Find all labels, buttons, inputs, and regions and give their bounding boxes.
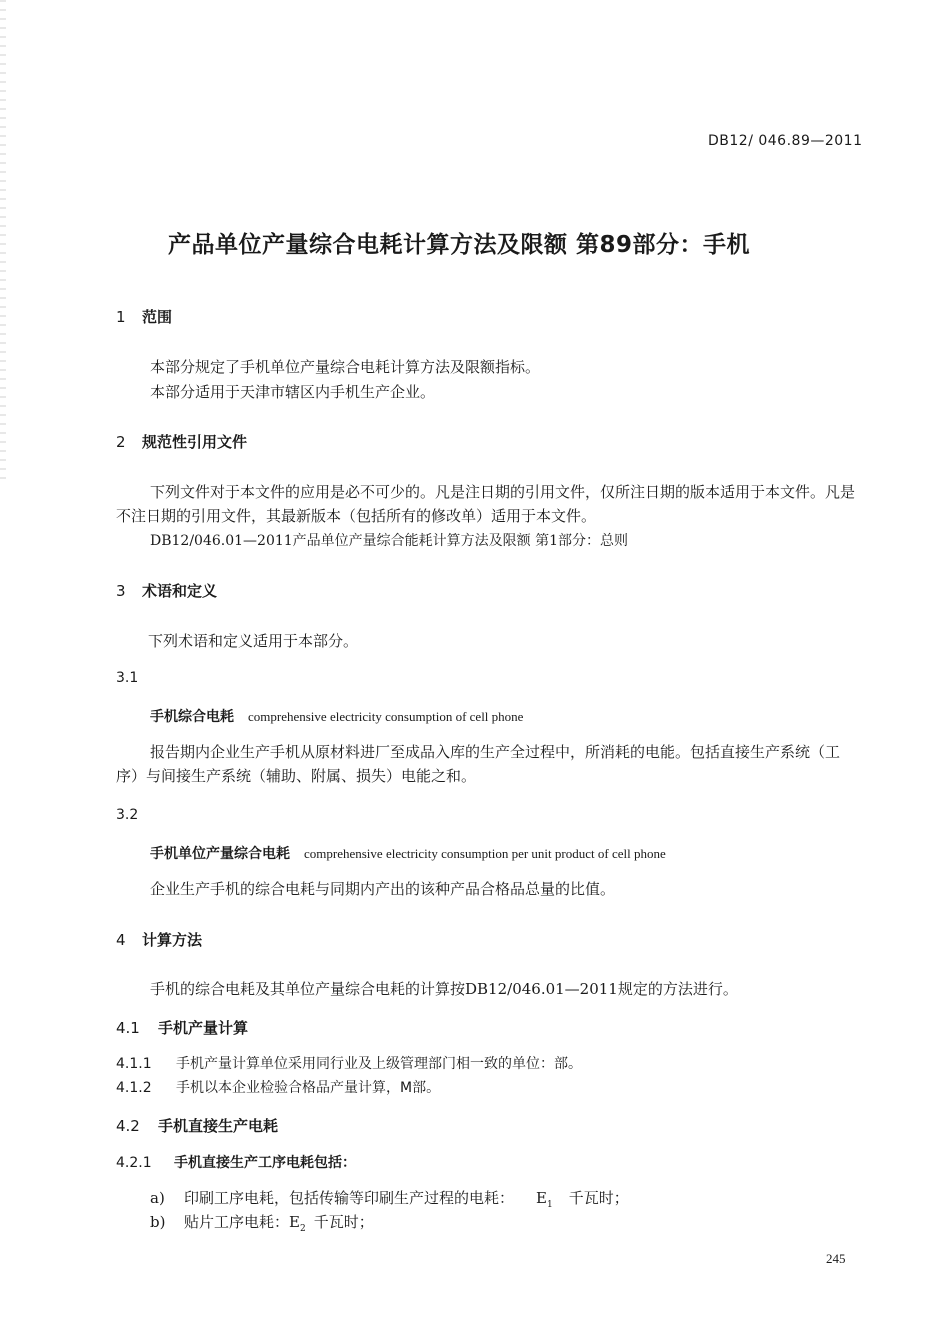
- clause-text: 手机直接生产工序电耗包括：: [174, 1155, 356, 1171]
- paragraph: 下列术语和定义适用于本部分。: [148, 632, 359, 650]
- clause-text: 手机以本企业检验合格品产量计算，M部。: [176, 1080, 441, 1096]
- section-number: 4: [116, 931, 126, 949]
- clause-4-1-1: [116, 1053, 582, 1073]
- scan-edge-artifact: [0, 0, 6, 480]
- term-english: comprehensive electricity consumption per unit product of cell phone: [304, 846, 666, 861]
- section-2-heading: [116, 431, 247, 452]
- section-1-heading: [116, 306, 172, 327]
- term-number: 3.2: [116, 807, 139, 823]
- term-number: 3.1: [116, 670, 139, 686]
- section-title: 手机直接生产电耗: [158, 1117, 279, 1135]
- section-4-2-heading: [116, 1115, 278, 1136]
- variable-subscript: 2: [299, 1224, 306, 1234]
- section-title: 术语和定义: [142, 582, 218, 600]
- list-text: 印刷工序电耗，包括传输等印刷生产过程的电耗：: [184, 1189, 515, 1207]
- page-title: 产品单位产量综合电耗计算方法及限额 第89部分：手机: [168, 232, 751, 258]
- paragraph: 本部分适用于天津市辖区内手机生产企业。: [150, 383, 436, 401]
- page-number: 245: [826, 1251, 846, 1266]
- section-number: 3: [116, 582, 126, 600]
- paragraph: 下列文件对于本文件的应用是必不可少的。凡是注日期的引用文件，仅所注日期的版本适用于本文件。凡是不注日期的引用文件，其最新版本（包括所有的修改单）适用于本文件。: [116, 483, 856, 525]
- paragraph: 手机的综合电耗及其单位产量综合电耗的计算按DB12/046.01—2011规定的方法进行。: [150, 980, 738, 998]
- term-3-2: [150, 843, 666, 863]
- section-number: 4.2: [116, 1117, 140, 1135]
- variable-subscript: 1: [546, 1200, 553, 1210]
- variable-symbol: E: [536, 1189, 547, 1207]
- term-chinese: 手机综合电耗: [150, 709, 234, 725]
- section-number: 2: [116, 433, 126, 451]
- variable-symbol: E: [289, 1213, 300, 1231]
- section-title: 计算方法: [142, 931, 203, 949]
- clause-text: 手机产量计算单位采用同行业及上级管理部门相一致的单位：部。: [176, 1056, 582, 1072]
- list-item-a: [150, 1187, 629, 1210]
- normative-reference: DB12/046.01—2011产品单位产量综合能耗计算方法及限额 第1部分：总则: [150, 533, 629, 549]
- standard-code: DB12/ 046.89—2011: [708, 133, 863, 149]
- clause-number: 4.1.2: [116, 1080, 152, 1096]
- section-4-heading: [116, 929, 202, 950]
- section-4-1-heading: [116, 1017, 248, 1038]
- list-marker: b): [150, 1213, 166, 1231]
- section-title: 规范性引用文件: [142, 433, 248, 451]
- section-3-heading: [116, 580, 217, 601]
- term-english: comprehensive electricity consumption of cell phone: [248, 709, 524, 724]
- clause-number: 4.1.1: [116, 1056, 152, 1072]
- unit: 千瓦时；: [568, 1189, 629, 1207]
- term-3-1: [150, 706, 523, 726]
- term-definition: 企业生产手机的综合电耗与同期内产出的该种产品合格品总量的比值。: [150, 880, 616, 898]
- paragraph: 本部分规定了手机单位产量综合电耗计算方法及限额指标。: [150, 358, 541, 376]
- list-text: 贴片工序电耗：: [184, 1213, 290, 1231]
- list-marker: a): [150, 1189, 165, 1207]
- list-item-b: [150, 1211, 374, 1234]
- clause-number: 4.2.1: [116, 1155, 152, 1171]
- unit: 千瓦时；: [313, 1213, 374, 1231]
- term-chinese: 手机单位产量综合电耗: [150, 846, 290, 862]
- section-number: 4.1: [116, 1019, 140, 1037]
- clause-4-2-1: [116, 1152, 356, 1172]
- section-title: 范围: [142, 308, 173, 326]
- term-definition: 报告期内企业生产手机从原材料进厂至成品入库的生产全过程中，所消耗的电能。包括直接生产系统（工序）与间接生产系统（辅助、附属、损失）电能之和。: [116, 743, 841, 785]
- section-title: 手机产量计算: [158, 1019, 249, 1037]
- section-number: 1: [116, 308, 126, 326]
- clause-4-1-2: [116, 1077, 440, 1097]
